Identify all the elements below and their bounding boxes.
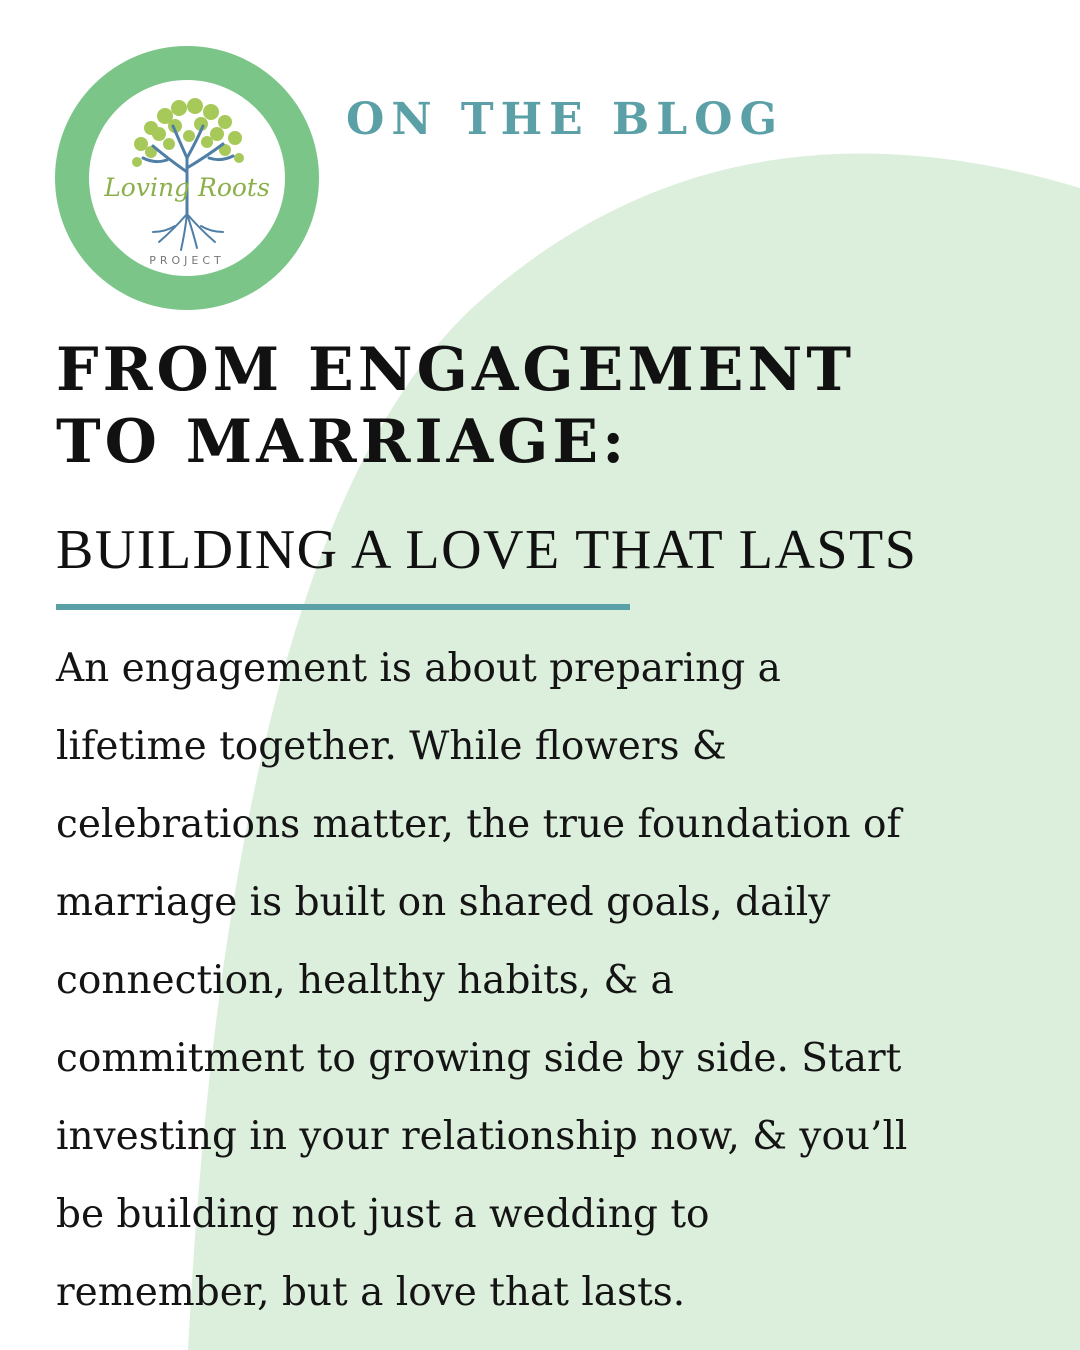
body-paragraph (56, 630, 1056, 1332)
logo-sub-label: PROJECT (149, 254, 225, 267)
body-line: investing in your relationship now, & you’ll (56, 1114, 908, 1159)
eyebrow-label: ON THE BLOG (346, 94, 785, 145)
loving-roots-logo (55, 46, 319, 310)
body-line: be building not just a wedding to (56, 1192, 710, 1237)
post-title (56, 334, 855, 478)
body-line: commitment to growing side by side. Start (56, 1036, 902, 1081)
body-line: lifetime together. While flowers & (56, 724, 727, 769)
body-line: connection, healthy habits, & a (56, 958, 674, 1003)
body-line: marriage is built on shared goals, daily (56, 880, 831, 925)
post-subtitle: BUILDING A LOVE THAT LASTS (56, 519, 918, 581)
body-line: An engagement is about preparing a (56, 646, 781, 691)
post-title-line-1: FROM ENGAGEMENT (56, 335, 856, 405)
logo-brand-text: Loving Roots (104, 173, 270, 202)
body-line: remember, but a love that lasts. (56, 1270, 686, 1315)
body-line: celebrations matter, the true foundation of (56, 802, 901, 847)
post-title-line-2: TO MARRIAGE: (56, 407, 629, 477)
title-divider (56, 604, 630, 610)
